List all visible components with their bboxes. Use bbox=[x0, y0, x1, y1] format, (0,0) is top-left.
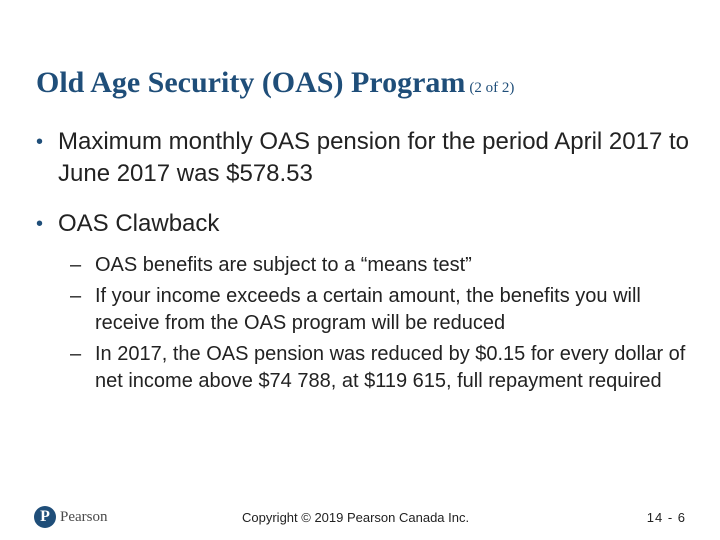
sub-bullet-dash: – bbox=[70, 285, 82, 307]
sub-bullet-means-test bbox=[58, 252, 696, 279]
page-number: 14 - 6 bbox=[646, 510, 686, 525]
bullet-text: Maximum monthly OAS pension for the period April 2017 to June 2017 was $578.53 bbox=[58, 128, 689, 187]
slide-title-text: Old Age Security (OAS) Program bbox=[36, 66, 466, 99]
pearson-logo bbox=[34, 504, 108, 530]
pearson-logo-text: Pearson bbox=[60, 508, 108, 525]
bullet-dot: • bbox=[36, 131, 44, 153]
bullet-dot: • bbox=[36, 213, 44, 235]
slide-title-part: (2 of 2) bbox=[469, 80, 515, 96]
sub-bullet-text: OAS benefits are subject to a “means test” bbox=[95, 254, 472, 276]
slide-body bbox=[36, 126, 696, 399]
bullet-text: OAS Clawback bbox=[58, 210, 220, 237]
slide-title bbox=[36, 66, 514, 99]
sub-bullet-dash: – bbox=[70, 343, 82, 365]
sub-bullet-dash: – bbox=[70, 254, 82, 276]
slide-footer bbox=[0, 502, 720, 532]
pearson-logo-icon: P bbox=[34, 506, 56, 528]
bullet-oas-clawback bbox=[36, 208, 696, 240]
sub-bullet-2017-reduction bbox=[58, 341, 696, 395]
copyright-notice: Copyright © 2019 Pearson Canada Inc. bbox=[242, 510, 470, 525]
sub-bullet-text: If your income exceeds a certain amount, the benefits you will receive from the OAS program will be reduced bbox=[95, 285, 641, 334]
sub-bullet-text: In 2017, the OAS pension was reduced by $0.15 for every dollar of net income above $74 788, at $119 615, full repayment required bbox=[95, 343, 686, 392]
bullet-max-pension bbox=[36, 126, 696, 190]
sub-bullet-income-threshold bbox=[58, 283, 696, 337]
clawback-sub-list bbox=[58, 252, 696, 395]
